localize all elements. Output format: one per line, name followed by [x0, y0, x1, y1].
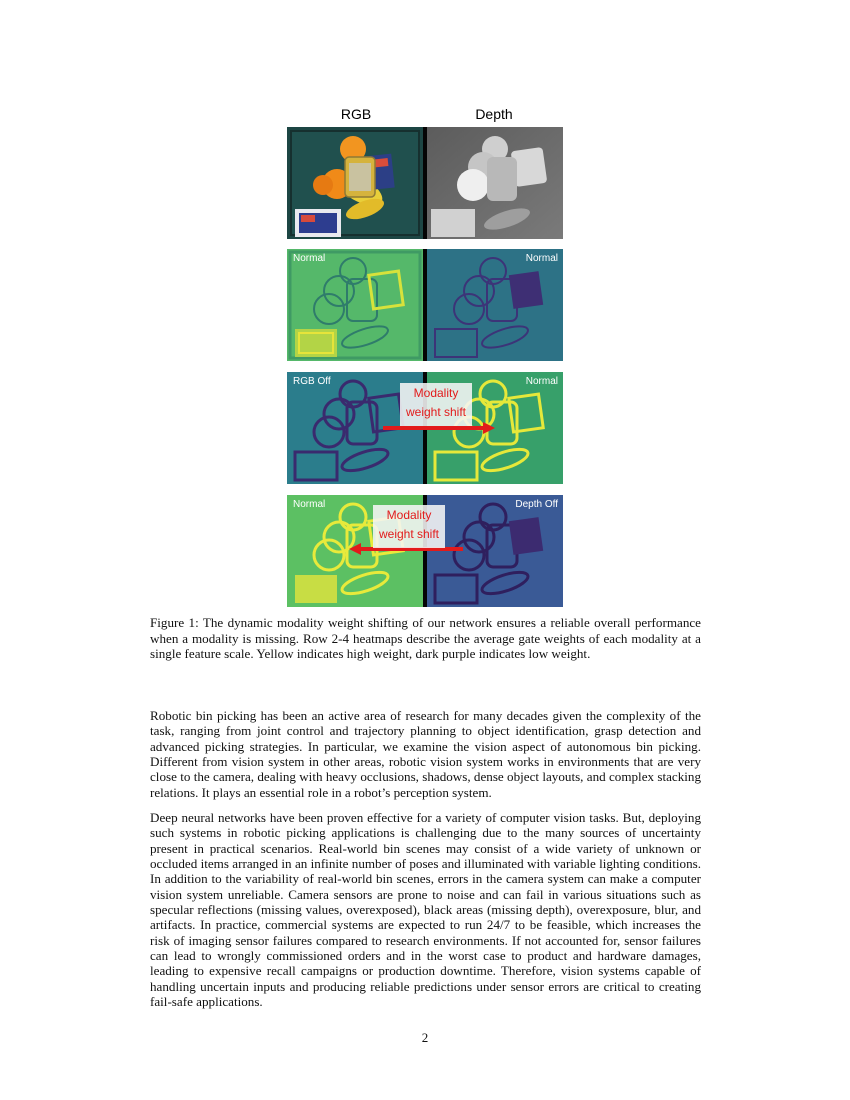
body-paragraph-1: Robotic bin picking has been an active area of research for many decades given the complexity of the task, ranging from joint control and trajectory planning to object identification, grasp detection and advanced picking strategies. In particular, we examine the vision aspect of autonomous bin picking. Different from vision system in other areas, robotic vision system works in environments that are very close to the camera, dealing with heavy occlusions, shadows, dense object layouts, and complex stacking relations. It plays an essential role in a robot’s perception system.	[150, 708, 701, 800]
modality-shift-label: Modality weight shift	[400, 383, 472, 426]
row3-right-label: Normal	[525, 376, 558, 387]
row2-left-label: Normal	[293, 253, 326, 264]
modality-shift-label: Modality weight shift	[373, 505, 445, 548]
figure-caption: Figure 1: The dynamic modality weight shifting of our network ensures a reliable overall performance when a modality is missing. Row 2-4 heatmaps describe the average gate weights of each modality at a single feature scale. Yellow indicates high weight, dark purple indicates low weight.	[150, 615, 701, 661]
page-number: 2	[421, 1030, 429, 1045]
row4-left-label: Normal	[293, 499, 326, 510]
row4-right-label: Depth Off	[515, 499, 558, 510]
body-paragraph-2: Deep neural networks have been proven effective for a variety of computer vision tasks. But, deploying such systems in robotic picking applications is challenging due to the many sources of uncertainty present in practical scenarios. Real-world bin scenes may consist of a wide variety of unknown or occluded items arranged in an infinite number of poses and illuminated with variable lighting conditions. In addition to the variability of real-world bin scenes, errors in the camera system can make a computer vision system unreliable. Camera sensors are prone to noise and can fail in various situations such as specular reflections (missing values, overexposed), black areas (missing depth), overexposure, blur, and artifacts. In practice, commercial systems are expected to run 24/7 to be feasible, which increases the risk of imaging sensor failures compared to research environments. If not accounted for, sensor failures can lead to wrongly commissioned orders and in the worst case to product and hardware damages, leading to expensive recall campaigns or production downtime. Therefore, vision systems capable of handling uncertain inputs and producing reliable predictions under sensor errors are critical to creating fail-safe applications.	[150, 810, 701, 1010]
depth-image	[427, 127, 563, 239]
row2-right-label: Normal	[525, 253, 558, 264]
rgb-image	[287, 127, 423, 239]
rgb-heatmap	[287, 249, 423, 361]
figure-1	[287, 127, 563, 607]
row3-left-label: RGB Off	[293, 376, 331, 387]
depth-heatmap	[427, 249, 563, 361]
heatmap-row-normal	[287, 249, 563, 361]
rgb-column-label: RGB	[340, 106, 372, 122]
heatmap-row-rgb-off	[287, 372, 563, 484]
input-images-row	[287, 127, 563, 239]
depth-column-label: Depth	[475, 106, 513, 122]
heatmap-row-depth-off	[287, 495, 563, 607]
